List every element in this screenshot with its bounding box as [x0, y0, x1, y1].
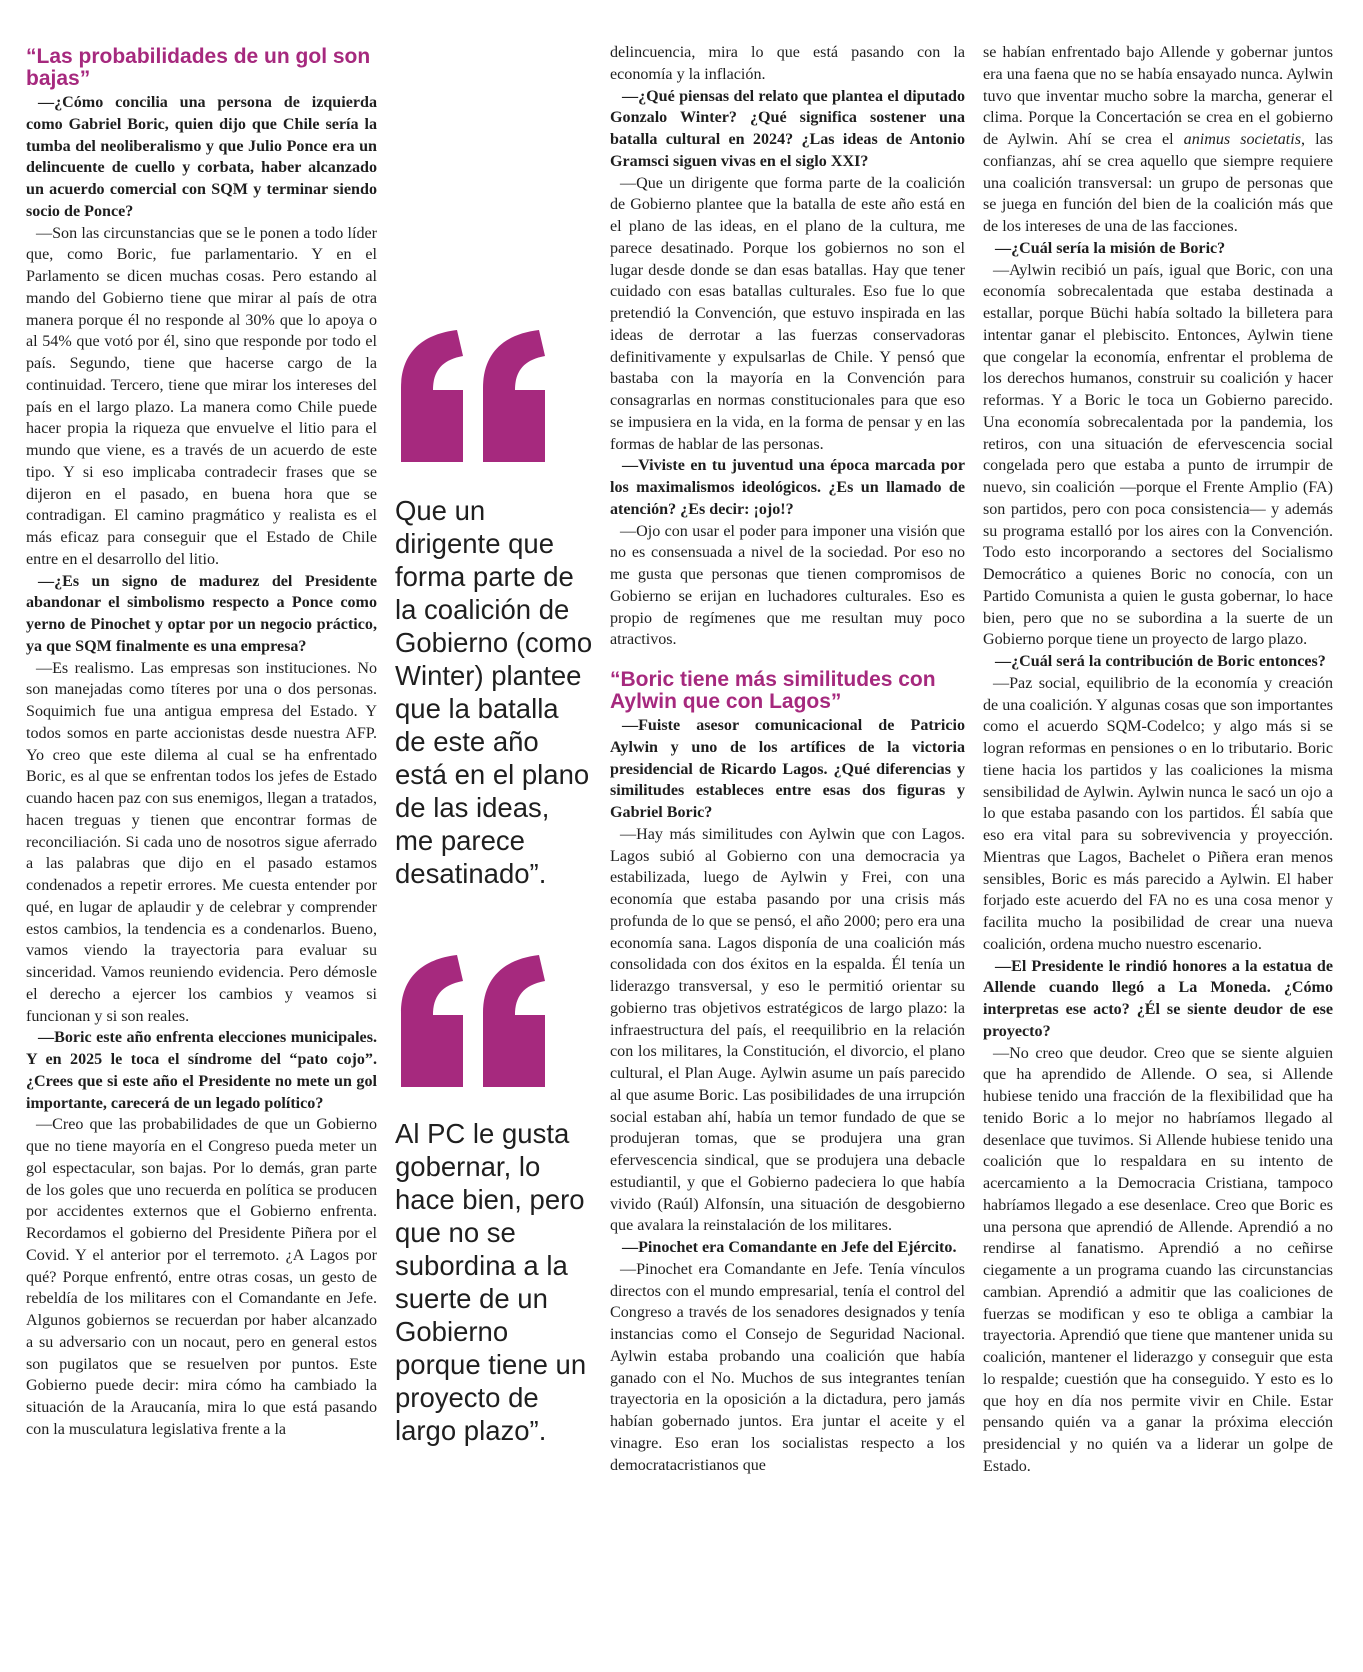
- question-paragraph: — ¿Cómo concilia una persona de izquierda como Gabriel Boric, quien dijo que Chile sería la tumba del neoliberalismo y que Julio Ponce era un delincuente de cuello y corbata, haber alcanzado un acuerdo comercial con SQM y terminar siendo socio de Ponce?: [26, 92, 377, 223]
- question-paragraph: — ¿Qué piensas del relato que plantea el diputado Gonzalo Winter? ¿Qué significa sostener una batalla cultural en 2024? ¿Las ideas de Antonio Gramsci siguen vivas en el siglo XXI?: [610, 86, 965, 173]
- question-paragraph: — ¿Cuál será la contribución de Boric entonces?: [983, 651, 1333, 673]
- question-paragraph: — Pinochet era Comandante en Jefe del Ejército.: [610, 1237, 965, 1259]
- answer-paragraph: — Es realismo. Las empresas son instituciones. No son manejadas como títeres por una o dos personas. Soquimich fue una antigua empresa del Estado. Y todos somos en parte accionistas desde nuestra AFP. Yo creo que este dilema al cual se ha enfrentado Boric, es al que se enfrentan todos los jefes de Estado cuando hacen paz con sus enemigos, llegan a tratados, hacen treguas y tienen que encontrar formas de reconciliación. Si cada uno de nosotros sigue aferrado a las palabras que dijo en el pasado estamos condenados a repetir errores. Me cuesta entender por qué, en lugar de aplaudir y de celebrar y comprender estos cambios, la tendencia es a condenarlos. Bueno, vamos viendo la trayectoria para evaluar su sinceridad. Vamos reuniendo evidencia. Pero démosle el derecho a ejercer los cambios y veamos si funcionan y si son reales.: [26, 658, 377, 1028]
- open-quote-icon: [393, 330, 553, 470]
- article-column-3: [983, 42, 1333, 1478]
- pull-quote: Al PC le gusta gobernar, lo hace bien, pero que no se subordina a la suerte de un Gobierno porque tiene un proyecto de largo plazo”.: [395, 1118, 587, 1446]
- text-run: , las confianzas, ahí se crea aquello que siempre requiere una coalición transversal: un grupo de personas que se juega en función del bien de la coalición más que de los intereses de una de las facciones.: [983, 131, 1333, 235]
- question-paragraph: — Viviste en tu juventud una época marcada por los maximalismos ideológicos. ¿Es un llamado de atención? ¿Es decir: ¡ojo!?: [610, 455, 965, 520]
- open-quote-icon: [393, 955, 553, 1095]
- question-paragraph: — El Presidente le rindió honores a la estatua de Allende cuando llegó a La Moneda. ¿Cómo interpretas ese acto? ¿Él se siente deudor de ese proyecto?: [983, 956, 1333, 1043]
- question-paragraph: — ¿Es un signo de madurez del Presidente abandonar el simbolismo respecto a Ponce como yerno de Pinochet y optar por un negocio práctico, ya que SQM finalmente es una empresa?: [26, 571, 377, 658]
- answer-paragraph: — Creo que las probabilidades de que un Gobierno que no tiene mayoría en el Congreso pueda meter un gol espectacular, son bajas. Por lo demás, gran parte de los goles que uno recuerda en política se producen por accidentes externos que el Gobierno enfrenta. Recordamos el gobierno del Presidente Piñera por el Covid. Y el anterior por el terremoto. ¿A Lagos por qué? Porque enfrentó, entre otras cosas, un gesto de rebeldía de los militares con el Comandante en Jefe. Algunos gobiernos se recuerdan por haber alcanzado a su adversario con un nocaut, pero en general estos son pugilatos que se resuelven por puntos. Este Gobierno puede decir: mira cómo ha cambiado la situación de la Araucanía, mira lo que está pasando con la musculatura legislativa frente a la: [26, 1114, 377, 1440]
- question-paragraph: — ¿Cuál sería la misión de Boric?: [983, 238, 1333, 260]
- question-paragraph: — Boric este año enfrenta elecciones municipales. Y en 2025 le toca el síndrome del “pato cojo”. ¿Crees que si este año el Presidente no mete un gol importante, carecerá de un legado político?: [26, 1027, 377, 1114]
- continued-paragraph: delincuencia, mira lo que está pasando con la economía y la inflación.: [610, 44, 965, 83]
- pull-quote: Que un dirigente que forma parte de la coalición de Gobierno (como Winter) plantee que la batalla de este año está en el plano de las ideas, me parece desatinado”.: [395, 495, 593, 889]
- answer-paragraph: — Paz social, equilibrio de la economía y creación de una coalición. Y algunas cosas que son importantes como el acuerdo SQM-Codelco; y algo más si se logran reformas en pensiones o en lo tributario. Boric tiene hacia los partidos y las coaliciones la misma sensibilidad de Aylwin. Aylwin nunca le sacó un ojo a lo que estaba pasando con los partidos. Él sabía que eso era vital para su sobrevivencia y proyección. Mientras que Lagos, Bachelet o Piñera eran menos sensibles, Boric es más parecido a Aylwin. El haber forjado este acuerdo del FA no es una cosa menor y facilita mucho la posibilidad de crear una nueva coalición, ordena mucho nuestro escenario.: [983, 673, 1333, 956]
- answer-paragraph: — Pinochet era Comandante en Jefe. Tenía vínculos directos con el mundo empresarial, tenía el control del Congreso a través de los senadores designados y tenía instancias como el Consejo de Seguridad Nacional. Aylwin estaba probando una coalición que había ganado con el No. Muchos de sus integrantes tenían trayectoria en la oposición a la dictadura, pero jamás habían gobernado juntos. Era juntar el aceite y el vinagre. Eso eran los socialistas respecto a los democratacristianos que: [610, 1259, 965, 1477]
- answer-paragraph: — No creo que deudor. Creo que se siente alguien que ha aprendido de Allende. O sea, si Allende hubiese tenido una fracción de la flexibilidad que ha tenido Boric a lo mejor no habríamos llegado al desenlace que tuvimos. Si Allende hubiese tenido una coalición que lo respaldara en su intento de acercamiento a la Democracia Cristiana, tampoco habríamos llegado a ese desenlace. Creo que Boric es una persona que aprendió de Allende. Aprendió a no rendirse al fanatismo. Aprendió a no ceñirse ciegamente a un programa cuando las circunstancias cambian. Aprendió a admitir que las coaliciones de fuerzas se modifican y eso te obliga a cambiar la trayectoria. Aprendió que tiene que mantener unida su coalición, mantener el liderazgo y conseguir que esta lo respalde; cuestión que ha conseguido. Y esto es lo que hoy en día nos permite vivir en Chile. Estar pensando quién va a ganar la próxima elección presidencial y no quién va a liderar un golpe de Estado.: [983, 1043, 1333, 1478]
- answer-paragraph: — Que un dirigente que forma parte de la coalición de Gobierno plantee que la batalla de este año está en el plano de las ideas, en el plano de la cultura, me parece desatinado. Porque los gobiernos no son el lugar desde donde se dan esas batallas. Hay que tener cuidado con esas batallas culturales. Eso fue lo que pretendió la Convención, que estuvo inspirada en las ideas de derrotar a las fuerzas conservadoras definitivamente y expulsarlas de Chile. Y pensó que bastaba con la mayoría en la Convención para consagrarlas en normas constitucionales para que eso se impusiera en la vida, en la forma de pensar y en las formas de hablar de las personas.: [610, 173, 965, 456]
- continued-paragraph: [983, 42, 1333, 238]
- answer-paragraph: — Son las circunstancias que se le ponen a todo líder que, como Boric, fue parlamentario. Y en el Parlamento se dicen muchas cosas. Pero estando al mando del Gobierno tiene que mirar al país de otra manera porque él no responde al 30% que lo apoya o al 54% que votó por él, sino que responde por todo el país. Segundo, tiene que hacerse cargo de la continuidad. Tercero, tiene que mirar los intereses del país en el largo plazo. La manera como Chile puede hacer propia la riqueza que envuelve el litio para el mundo que viene, es a través de un acuerdo de este tipo. Y si eso implicaba contradecir frases que se dijeron en el pasado, en buena hora que se contradigan. El camino pragmático y realista es el más eficaz para conseguir que el Estado de Chile entre en el desarrollo del litio.: [26, 223, 377, 571]
- section-heading: “Las probabilidades de un gol son bajas”: [26, 45, 371, 90]
- article-column-2: [610, 42, 965, 1476]
- article-column-1: [26, 38, 377, 1441]
- text-run: se habían enfrentado bajo Allende y gobernar juntos era una faena que no se había ensayado nunca. Aylwin tuvo que inventar mucho sobre la marcha, generar el clima. Porque la Concertación se crea en el gobierno de Aylwin. Ahí se crea el: [983, 44, 1333, 148]
- answer-paragraph: — Hay más similitudes con Aylwin que con Lagos. Lagos subió al Gobierno con una democracia ya estabilizada, luego de Aylwin y Frei, con una economía que estaba pasando por una crisis más profunda de lo que se pensó, el año 2000; pero era una economía sana. Lagos disponía de una coalición más consolidada con dos éxitos en la espalda. Él tenía un liderazgo transversal, y eso le permitió orientar su gobierno tras objetivos estratégicos de largo plazo: la infraestructura del país, el reequilibrio en la relación con los militares, la Constitución, el divorcio, el plano cultural, el Plan Auge. Aylwin asume un país parecido al que asume Boric. Las posibilidades de una irrupción social estaban ahí, había un temor fundado de que se produjeran tomas, que se produjera una gran efervescencia sindical, que se produjera una debacle estudiantil, y que el Gobierno padeciera lo que había vivido (Raúl) Alfonsín, una situación de desgobierno que avalara la reinstalación de los militares.: [610, 824, 965, 1237]
- section-heading: “Boric tiene más similitudes con Aylwin que con Lagos”: [610, 668, 936, 713]
- answer-paragraph: — Aylwin recibió un país, igual que Boric, con una economía sobrecalentada que estaba destinada a estallar, porque Büchi había soltado la billetera para intentar ganar el plebiscito. Entonces, Aylwin tiene que congelar la economía, enfrentar el problema de los derechos humanos, construir su coalición y hacer reformas. Y a Boric le toca un Gobierno parecido. Una economía sobrecalentada por la pandemia, los retiros, con una situación de efervescencia social congelada pero que estaba a punto de irrumpir de nuevo, sin coalición —porque el Frente Amplio (FA) son partidos, pero con poca consistencia— y además su programa estalló por los aires con la Convención. Todo esto incorporando a sectores del Socialismo Democrático a quienes Boric no conocía, con un Partido Comunista a quien le gusta gobernar, lo hace bien, pero que no se subordina a la suerte de un Gobierno porque tiene un proyecto de largo plazo.: [983, 260, 1333, 652]
- answer-paragraph: — Ojo con usar el poder para imponer una visión que no es consensuada a nivel de la sociedad. Por eso no me gusta que personas que tienen compromisos de Gobierno se erijan en luchadores culturales. Eso es propio de regímenes que me resultan muy poco atractivos.: [610, 521, 965, 652]
- italic-term: animus societatis: [1183, 131, 1302, 148]
- question-paragraph: — Fuiste asesor comunicacional de Patricio Aylwin y uno de los artífices de la victoria presidencial de Ricardo Lagos. ¿Qué diferencias y similitudes estableces entre esas dos figuras y Gabriel Boric?: [610, 715, 965, 824]
